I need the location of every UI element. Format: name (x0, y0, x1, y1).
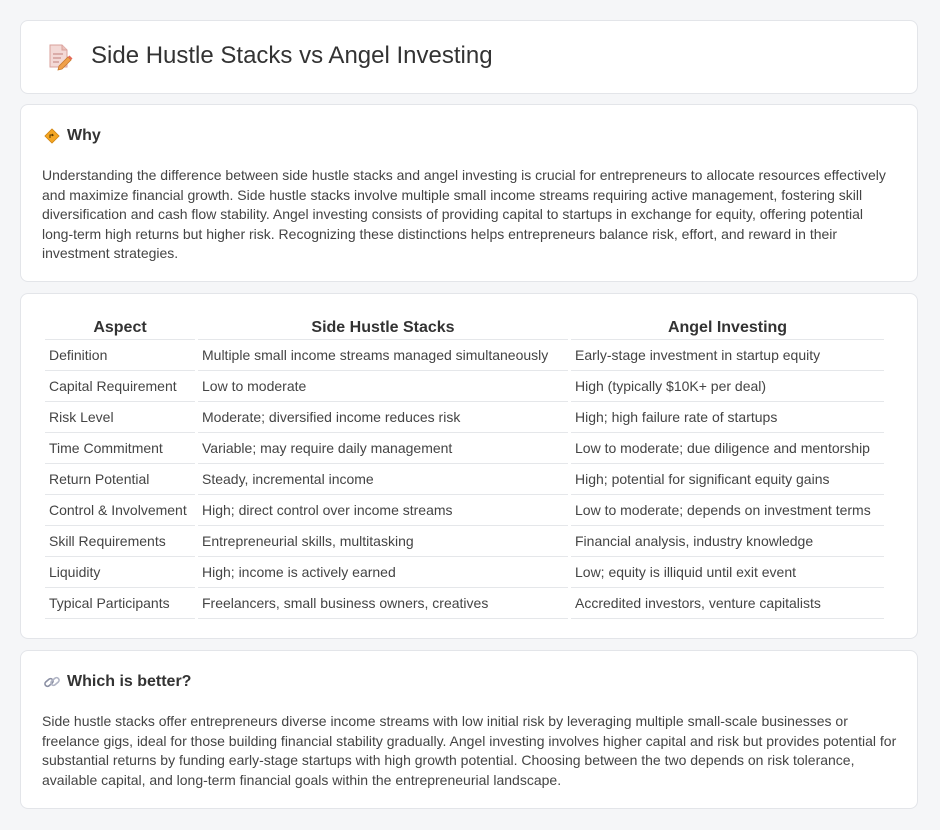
table-row (45, 371, 884, 402)
why-section (20, 104, 918, 282)
link-icon (43, 673, 61, 691)
why-body: Understanding the difference between side hustle stacks and angel investing is crucial for entrepreneurs to allocate resources effectively and maximize financial growth. Side hustle stacks involve multiple small income streams requiring active management, fostering skill diversification and cash flow stability. Angel investing consists of providing capital to startups in exchange for equity, offering potential long-term high returns but higher risk. Recognizing these distinctions helps entrepreneurs balance risk, effort, and reward in their investment strategies. (42, 167, 886, 262)
cell-aspect: Control & Involvement (45, 495, 195, 526)
cell-angel-investing: Low to moderate; depends on investment terms (571, 495, 884, 526)
cell-angel-investing: Financial analysis, industry knowledge (571, 526, 884, 557)
better-title: Which is better? (67, 673, 192, 690)
table-row (45, 340, 884, 371)
cell-side-hustle: Multiple small income streams managed simultaneously (198, 340, 568, 371)
header-aspect: Aspect (45, 315, 195, 340)
cell-angel-investing: High (typically $10K+ per deal) (571, 371, 884, 402)
cell-aspect: Capital Requirement (45, 371, 195, 402)
cell-aspect: Skill Requirements (45, 526, 195, 557)
cell-side-hustle: Freelancers, small business owners, creatives (198, 588, 568, 619)
cell-side-hustle: Entrepreneurial skills, multitasking (198, 526, 568, 557)
page-title: Side Hustle Stacks vs Angel Investing (91, 42, 493, 69)
cell-aspect: Return Potential (45, 464, 195, 495)
table-row (45, 557, 884, 588)
header-angel-investing: Angel Investing (571, 315, 884, 340)
table-row (45, 495, 884, 526)
better-body: Side hustle stacks offer entrepreneurs diverse income streams with low initial risk by leveraging multiple small-scale businesses or freelance gigs, ideal for those building financial stability gradually. Angel investing involves higher capital and risk but provides potential for substantial returns by funding early-stage startups with high growth potential. Choosing between the two depends on risk tolerance, available capital, and long-term financial goals within the entrepreneurial landscape. (42, 713, 897, 788)
cell-angel-investing: Low; equity is illiquid until exit event (571, 557, 884, 588)
cell-aspect: Time Commitment (45, 433, 195, 464)
comparison-section (20, 293, 918, 639)
better-heading (43, 673, 191, 691)
cell-aspect: Typical Participants (45, 588, 195, 619)
why-title: Why (67, 127, 101, 144)
cell-side-hustle: High; income is actively earned (198, 557, 568, 588)
which-is-better-section (20, 650, 918, 809)
table-row (45, 402, 884, 433)
cell-side-hustle: High; direct control over income streams (198, 495, 568, 526)
table-row (45, 526, 884, 557)
cell-aspect: Definition (45, 340, 195, 371)
why-heading (43, 127, 101, 145)
cell-angel-investing: High; potential for significant equity gains (571, 464, 884, 495)
cell-angel-investing: Early-stage investment in startup equity (571, 340, 884, 371)
cell-angel-investing: High; high failure rate of startups (571, 402, 884, 433)
table-row (45, 588, 884, 619)
header-side-hustle: Side Hustle Stacks (198, 315, 568, 340)
cell-side-hustle: Low to moderate (198, 371, 568, 402)
cell-aspect: Liquidity (45, 557, 195, 588)
table-row (45, 433, 884, 464)
comparison-table (42, 315, 887, 619)
table-header-row (45, 315, 884, 340)
cell-side-hustle: Moderate; diversified income reduces risk (198, 402, 568, 433)
cell-side-hustle: Steady, incremental income (198, 464, 568, 495)
table-row (45, 464, 884, 495)
cell-angel-investing: Low to moderate; due diligence and mentorship (571, 433, 884, 464)
diamond-sign-icon (43, 127, 61, 145)
document-pencil-icon (47, 41, 73, 71)
cell-aspect: Risk Level (45, 402, 195, 433)
cell-angel-investing: Accredited investors, venture capitalists (571, 588, 884, 619)
header-card (20, 20, 918, 94)
cell-side-hustle: Variable; may require daily management (198, 433, 568, 464)
title-row (47, 41, 493, 71)
